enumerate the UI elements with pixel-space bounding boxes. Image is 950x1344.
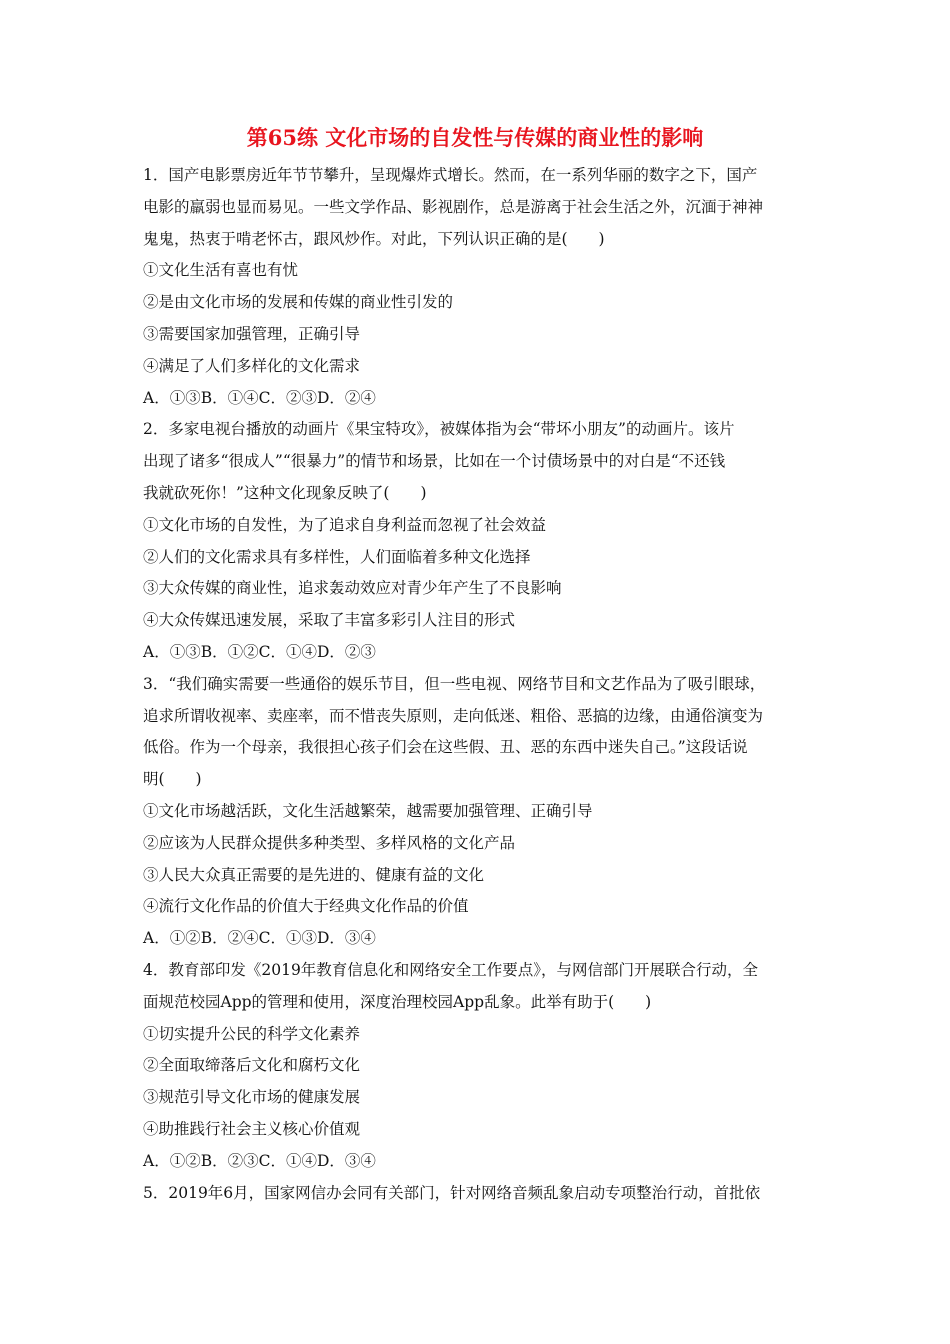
answer-choices: A．①③B．①④C．②③D．②④ [143,388,376,407]
question-stem-line: 2．多家电视台播放的动画片《果宝特攻》，被媒体指为会“带坏小朋友”的动画片。该片 [143,420,735,439]
option-1: ①文化市场的自发性，为了追求自身利益而忽视了社会效益 [143,515,547,534]
question-stem-line: 5．2019年6月，国家网信办会同有关部门，针对网络音频乱象启动专项整治行动，首批依 [143,1183,761,1202]
option-2: ②是由文化市场的发展和传媒的商业性引发的 [143,293,454,312]
option-4: ④助推践行社会主义核心价值观 [143,1119,361,1138]
question-stem-line: 出现了诸多“很成人”“很暴力”的情节和场景，比如在一个讨债场景中的对白是“不还钱 [143,452,726,471]
option-2: ②应该为人民群众提供多种类型、多样风格的文化产品 [143,833,516,852]
question-1 [143,160,819,414]
answer-choices: A．①③B．①②C．①④D．②③ [143,642,376,661]
question-stem-line: 低俗。作为一个母亲，我很担心孩子们会在这些假、丑、恶的东西中迷失自己。”这段话说 [143,738,748,757]
question-stem-line: 4．教育部印发《2019年教育信息化和网络安全工作要点》，与网信部门开展联合行动，全 [143,960,759,979]
question-stem-line: 明( ) [143,770,202,789]
option-1: ①切实提升公民的科学文化素养 [143,1024,361,1043]
option-3: ③规范引导文化市场的健康发展 [143,1088,361,1107]
option-2: ②全面取缔落后文化和腐朽文化 [143,1056,361,1075]
question-stem-line: 面规范校园App的管理和使用，深度治理校园App乱象。此举有助于( ) [143,992,652,1011]
question-stem-line: 我就砍死你！”这种文化现象反映了( ) [143,483,427,502]
answer-choices: A．①②B．②④C．①③D．③④ [143,929,376,948]
option-3: ③需要国家加强管理，正确引导 [143,324,361,343]
option-2: ②人们的文化需求具有多样性，人们面临着多种文化选择 [143,547,531,566]
option-3: ③人民大众真正需要的是先进的、健康有益的文化 [143,865,485,884]
option-3: ③大众传媒的商业性，追求轰动效应对青少年产生了不良影响 [143,579,562,598]
question-3 [143,669,819,955]
question-4 [143,955,819,1178]
question-stem-line: 3．“我们确实需要一些通俗的娱乐节目，但一些电视、网络节目和文艺作品为了吸引眼球， [143,674,766,693]
option-4: ④满足了人们多样化的文化需求 [143,356,361,375]
question-stem-line: 追求所谓收视率、卖座率，而不惜丧失原则，走向低迷、粗俗、恶搞的边缘，由通俗演变为 [143,706,764,725]
answer-choices: A．①②B．②③C．①④D．③④ [143,1151,376,1170]
question-2 [143,414,819,668]
question-list [143,160,819,1209]
question-stem-line: 电影的羸弱也显而易见。一些文学作品、影视剧作，总是游离于社会生活之外，沉湎于神神 [143,197,764,216]
option-1: ①文化生活有喜也有忧 [143,261,299,280]
option-4: ④流行文化作品的价值大于经典文化作品的价值 [143,897,469,916]
option-4: ④大众传媒迅速发展，采取了丰富多彩引人注目的形式 [143,611,516,630]
question-stem-line: 1．国产电影票房近年节节攀升，呈现爆炸式增长。然而，在一系列华丽的数字之下，国产 [143,166,758,184]
page-title: 第65练 文化市场的自发性与传媒的商业性的影响 [246,125,704,150]
question-stem-line: 鬼鬼，热衷于啃老怀古，跟风炒作。对此，下列认识正确的是( ) [143,229,605,248]
option-1: ①文化市场越活跃，文化生活越繁荣，越需要加强管理、正确引导 [143,801,593,820]
question-5 [143,1178,819,1210]
